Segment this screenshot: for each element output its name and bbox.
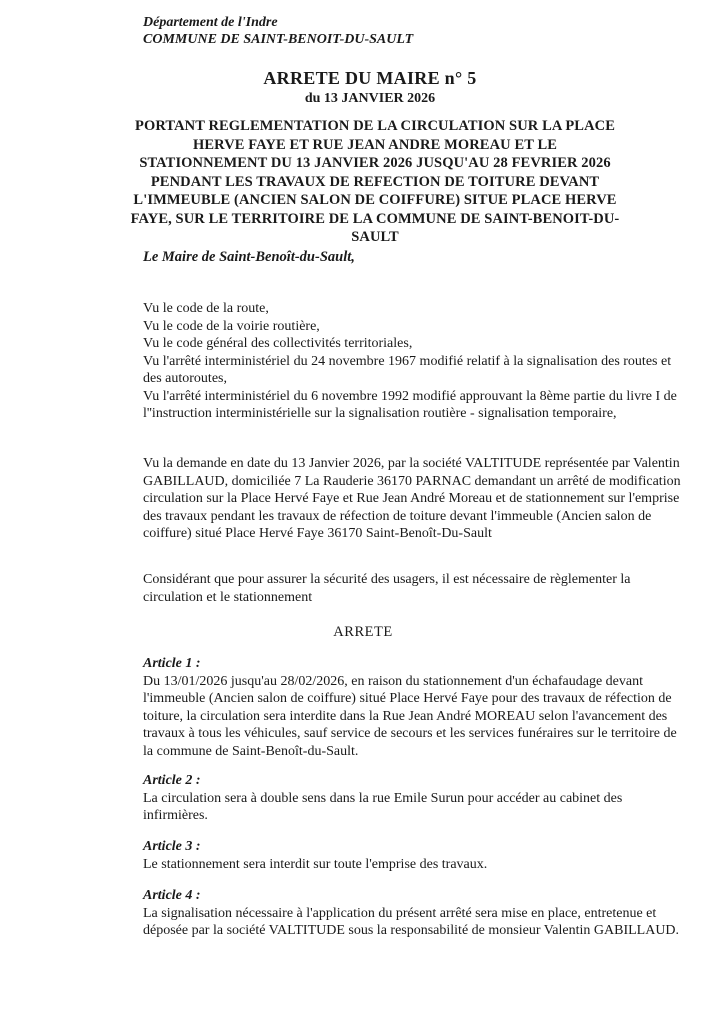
vu-item: Vu le code de la route,: [143, 301, 269, 316]
commune-name: COMMUNE DE SAINT-BENOIT-DU-SAULT: [143, 32, 414, 47]
arrete-heading: ARRETE: [333, 624, 393, 640]
considerant-paragraph: Considérant que pour assurer la sécurité des usagers, il est nécessaire de règlementer la circulation et le stationnement: [143, 572, 631, 605]
article-text: Le stationnement sera interdit sur toute l'emprise des travaux.: [143, 856, 488, 872]
article-2: [143, 772, 688, 825]
article-title: Article 2 :: [143, 773, 201, 788]
article-title: Article 3 :: [143, 839, 201, 854]
document-header: [143, 14, 413, 48]
article-text: Du 13/01/2026 jusqu'au 28/02/2026, en raison du stationnement d'un échafaudage devant l'immeuble (Ancien salon de coiffure) situé Place Hervé Faye pour des travaux de réfection de toiture, la circulation sera interdite dans la Rue Jean André MOREAU selon l'avancement des travaux à tous les véhicules, sauf service de secours et les services funéraires sur le territoire de la commune de Saint-Benoît-du-Sault.: [143, 673, 677, 759]
department-name: Département de l'Indre: [143, 15, 278, 30]
vu-item: Vu le code de la voirie routière,: [143, 318, 320, 334]
article-text: La signalisation nécessaire à l'application du présent arrêté sera mise en place, entretenue et déposée par la société VALTITUDE sous la responsabilité de monsieur Valentin GABILLAUD.: [143, 905, 680, 938]
vu-item: Vu le code général des collectivités territoriales,: [143, 336, 413, 351]
article-3: [143, 838, 688, 873]
article-text: La circulation sera à double sens dans la rue Emile Surun pour accéder au cabinet des infirmières.: [143, 790, 623, 823]
article-4: [143, 887, 688, 940]
arrete-date: du 13 JANVIER 2026: [304, 91, 436, 106]
article-title: Article 1 :: [143, 656, 201, 671]
vu-item: Vu l'arrêté interministériel du 6 novembre 1992 modifié approuvant la 8ème partie du livre I de l''instruction interministérielle sur la signalisation routière - signalisation temporaire,: [143, 388, 677, 421]
vu-item: Vu l'arrêté interministériel du 24 novembre 1967 modifié relatif à la signalisation des routes et des autoroutes,: [143, 353, 672, 386]
demande-paragraph: Vu la demande en date du 13 Janvier 2026, par la société VALTITUDE représentée par Valentin GABILLAUD, domiciliée 7 La Rauderie 36170 PARNAC demandant un arrêté de modification circulation sur la Place Hervé Faye et Rue Jean André Moreau et de stationnement sur l'emprise des travaux pendant les travaux de réfection de toiture devant l'immeuble (Ancien salon de coiffure) situé Place Hervé Faye 36170 Saint-Benoît-Du-Sault: [143, 456, 681, 541]
maire-line: Le Maire de Saint-Benoît-du-Sault,: [143, 249, 355, 265]
article-title: Article 4 :: [143, 888, 201, 903]
arrete-title: ARRETE DU MAIRE n° 5: [263, 68, 477, 88]
article-1: [143, 655, 688, 760]
vu-list: [143, 300, 683, 423]
arrete-subject: PORTANT REGLEMENTATION DE LA CIRCULATION SUR LA PLACE HERVE FAYE ET RUE JEAN ANDRE MOREAU ET LE STATIONNEMENT DU 13 JANVIER 2026 JUSQU'AU 28 FEVRIER 2026 PENDANT LES TRAVAUX DE REFECTION DE TOITURE DEVANT L'IMMEUBLE (ANCIEN SALON DE COIFFURE) SITUE PLACE HERVE FAYE, SUR LE TERRITOIRE DE LA COMMUNE DE SAINT-BENOIT-DU-SAULT: [130, 118, 620, 245]
